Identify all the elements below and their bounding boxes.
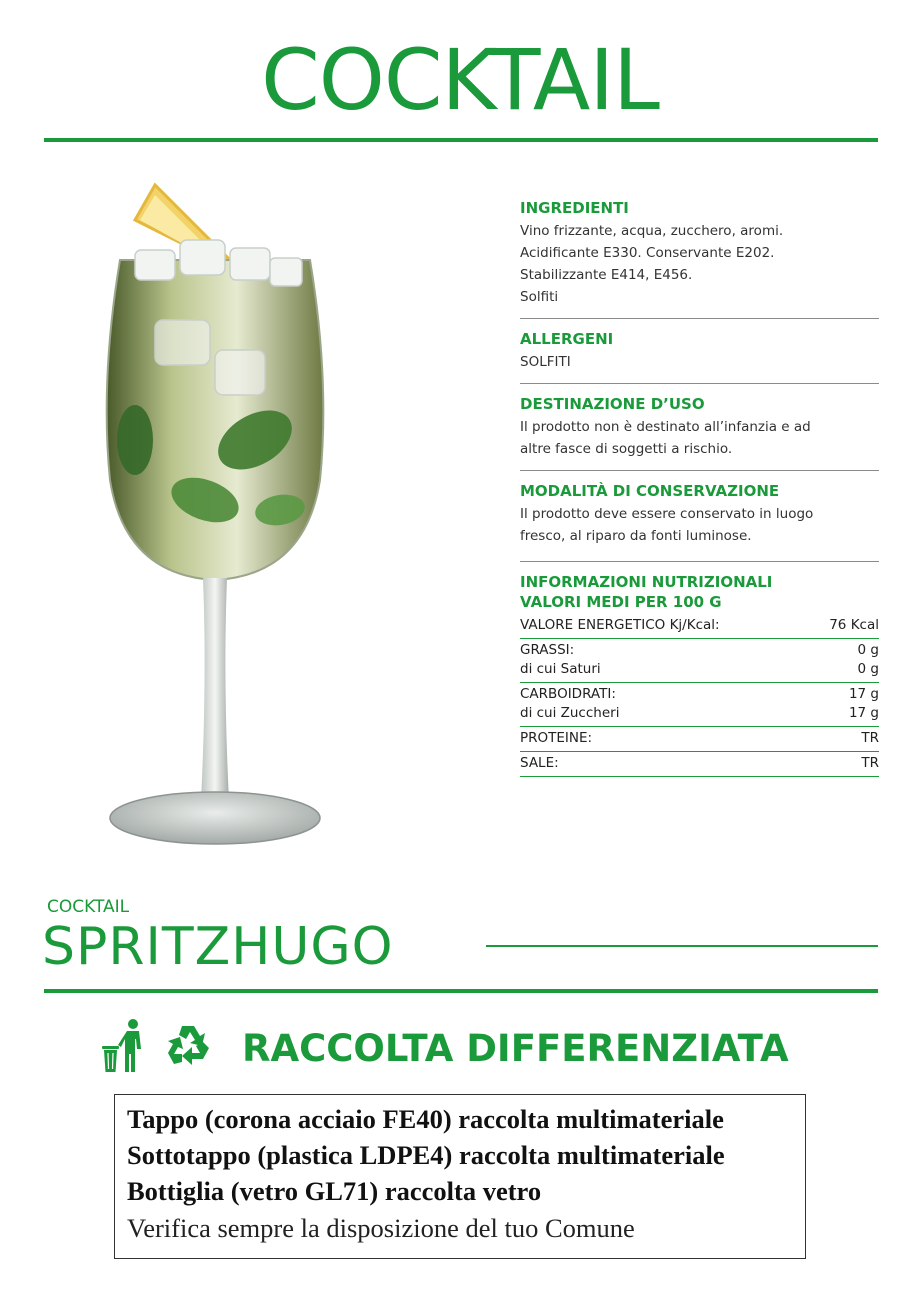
nutrition-row	[520, 639, 879, 683]
product-category: COCKTAIL	[47, 897, 130, 917]
ingredients-line: Vino frizzante, acqua, zucchero, aromi.	[520, 223, 784, 239]
nutrition-section	[520, 572, 879, 777]
storage-line: fresco, al riparo da fonti luminose.	[520, 528, 752, 544]
storage-line: Il prodotto deve essere conservato in luogo	[520, 506, 814, 522]
ingredients-section	[520, 198, 879, 319]
nutrition-label: VALORE ENERGETICO Kj/Kcal:	[520, 617, 720, 633]
nutrition-subtitle: VALORI MEDI PER 100 G	[520, 593, 722, 611]
disposal-instructions-box	[114, 1094, 806, 1259]
ingredients-title: INGREDIENTI	[520, 199, 629, 217]
section-divider	[44, 989, 878, 993]
ingredients-line: Acidificante E330. Conservante E202.	[520, 245, 775, 261]
product-name: SPRITZHUGO	[42, 917, 394, 977]
nutrition-label: di cui Saturi	[520, 661, 601, 677]
nutrition-label: SALE:	[520, 755, 559, 771]
nutrition-value: 17 g	[848, 705, 879, 721]
ingredients-line: Solfiti	[520, 289, 559, 305]
recycle-icon	[164, 1020, 216, 1077]
nutrition-row	[520, 752, 879, 777]
disposal-line-cap: Tappo (corona acciaio FE40) raccolta multimateriale	[127, 1104, 724, 1134]
nutrition-row	[520, 727, 879, 752]
allergens-title: ALLERGENI	[520, 330, 614, 348]
nutrition-value: TR	[861, 730, 879, 746]
nutrition-title: INFORMAZIONI NUTRIZIONALI	[520, 573, 773, 591]
disposal-line-bottle: Bottiglia (vetro GL71) raccolta vetro	[127, 1176, 542, 1206]
nutrition-table	[520, 614, 879, 777]
nutrition-row	[520, 683, 879, 727]
nutrition-label: PROTEINE:	[520, 730, 593, 746]
allergens-section	[520, 329, 879, 384]
intended-use-title: DESTINAZIONE D’USO	[520, 395, 705, 413]
product-name-divider	[486, 945, 878, 947]
ingredients-line: Stabilizzante E414, E456.	[520, 267, 693, 283]
page-title: COCKTAIL	[261, 31, 659, 129]
nutrition-row	[520, 614, 879, 639]
nutrition-value: TR	[861, 755, 879, 771]
nutrition-label: CARBOIDRATI:	[520, 686, 616, 702]
nutrition-label: GRASSI:	[520, 642, 575, 658]
allergens-line: SOLFITI	[520, 354, 571, 370]
disposal-note: Verifica sempre la disposizione del tuo Comune	[127, 1213, 635, 1243]
nutrition-value: 0 g	[857, 642, 879, 658]
header-divider	[44, 138, 878, 142]
cocktail-glass-image	[95, 180, 345, 850]
nutrition-value: 17 g	[848, 686, 879, 702]
disposal-line-liner: Sottotappo (plastica LDPE4) raccolta multimateriale	[127, 1140, 725, 1170]
intended-use-text	[520, 416, 879, 460]
nutrition-value: 76 Kcal	[829, 617, 879, 633]
intended-use-line: altre fasce di soggetti a rischio.	[520, 441, 733, 457]
nutrition-value: 0 g	[857, 661, 879, 677]
storage-section	[520, 481, 879, 562]
storage-text	[520, 503, 879, 547]
product-info-panel	[520, 198, 879, 777]
nutrition-label: di cui Zuccheri	[520, 705, 620, 721]
intended-use-line: Il prodotto non è destinato all’infanzia e ad	[520, 419, 811, 435]
trash-bin-person-icon	[100, 1018, 148, 1079]
ingredients-text	[520, 220, 879, 308]
recycling-title: RACCOLTA DIFFERENZIATA	[242, 1026, 789, 1070]
recycling-header	[100, 1018, 789, 1078]
allergens-text	[520, 351, 879, 373]
intended-use-section	[520, 394, 879, 471]
storage-title: MODALITÀ DI CONSERVAZIONE	[520, 482, 780, 500]
